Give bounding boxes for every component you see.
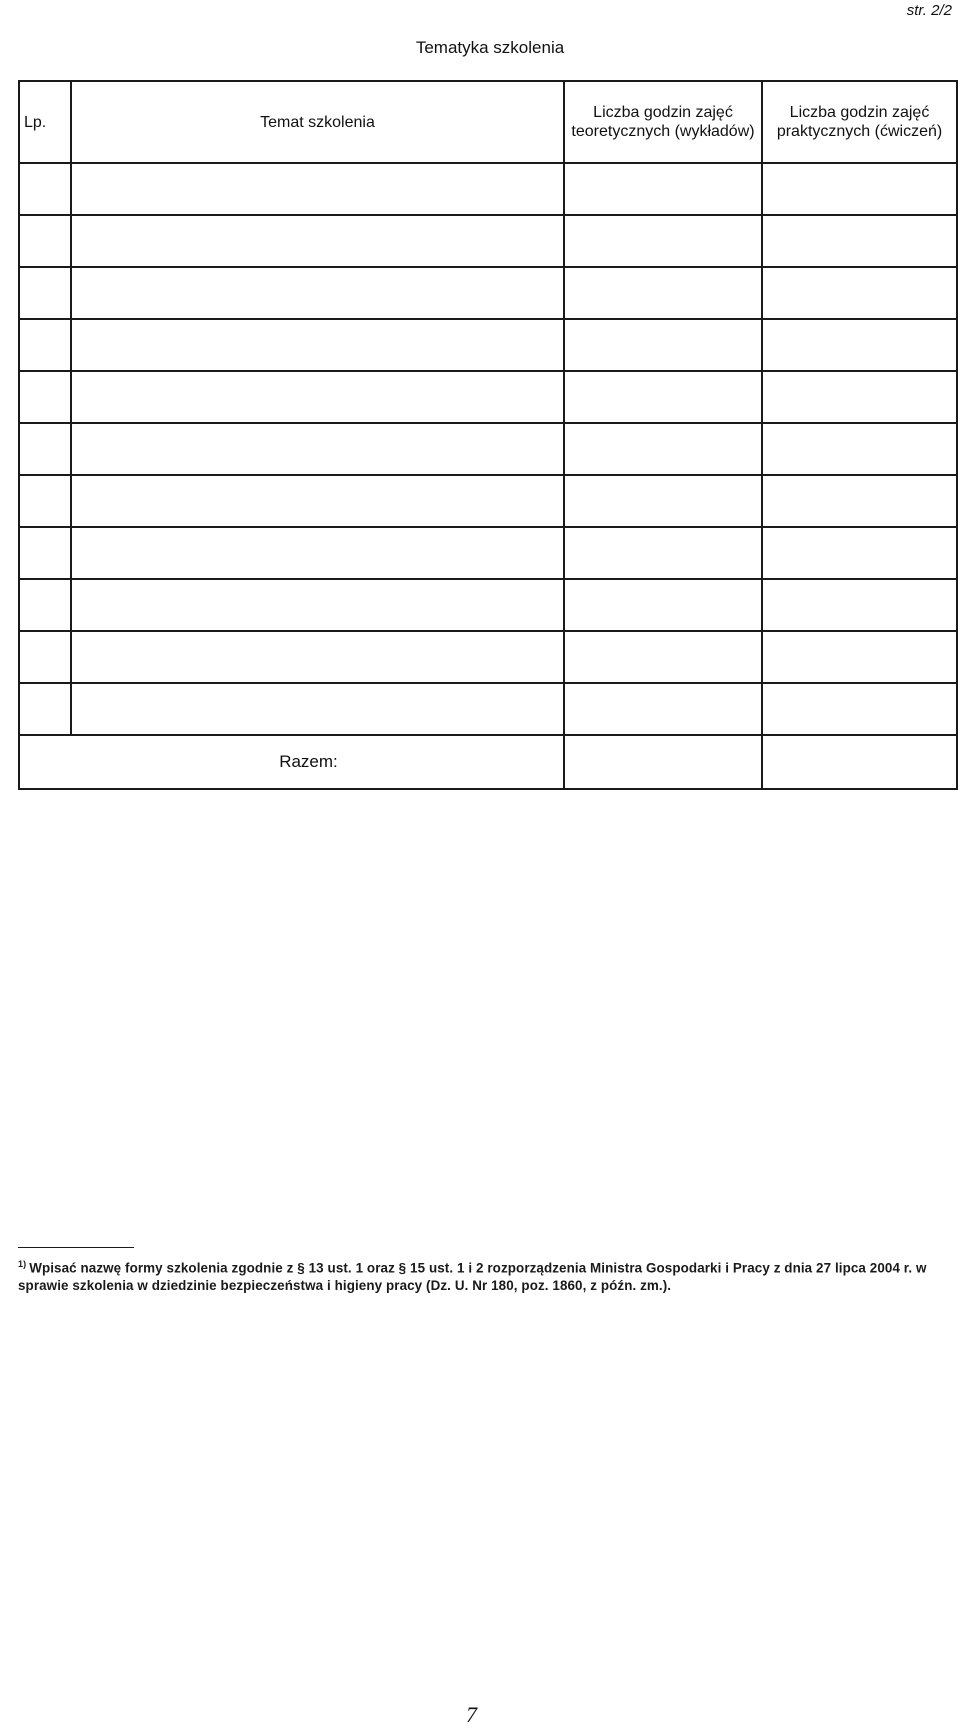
table-row	[19, 319, 957, 371]
table-row	[19, 371, 957, 423]
footnote-text: Wpisać nazwę formy szkolenia zgodnie z § 13 ust. 1 oraz § 15 ust. 1 i 2 rozporządzenia Ministra Gospodarki i Pracy z dnia 27 lipca 2004 r. w sprawie szkolenia w dziedzinie bezpieczeństwa i higieny pracy (Dz. U. Nr 180, poz. 1860, z późn. zm.).	[18, 1260, 927, 1294]
table-row	[19, 215, 957, 267]
table-row	[19, 423, 957, 475]
cell-topic[interactable]	[71, 163, 564, 215]
cell-lp[interactable]	[19, 267, 71, 319]
cell-practice-hours[interactable]	[762, 319, 957, 371]
footnote-marker: 1)	[18, 1259, 27, 1269]
cell-practice-hours[interactable]	[762, 215, 957, 267]
table-row	[19, 475, 957, 527]
cell-practice-hours[interactable]	[762, 163, 957, 215]
training-topics-table	[18, 80, 958, 790]
total-label-cell	[19, 735, 564, 789]
cell-practice-hours[interactable]	[762, 423, 957, 475]
cell-lp[interactable]	[19, 683, 71, 735]
table-row	[19, 631, 957, 683]
cell-practice-hours[interactable]	[762, 579, 957, 631]
cell-theory-hours[interactable]	[564, 475, 762, 527]
cell-topic[interactable]	[71, 267, 564, 319]
cell-topic[interactable]	[71, 631, 564, 683]
cell-topic[interactable]	[71, 319, 564, 371]
cell-practice-hours[interactable]	[762, 631, 957, 683]
total-theory-cell[interactable]	[564, 735, 762, 789]
cell-practice-hours[interactable]	[762, 475, 957, 527]
cell-topic[interactable]	[71, 371, 564, 423]
cell-lp[interactable]	[19, 319, 71, 371]
total-row	[19, 735, 957, 789]
cell-theory-hours[interactable]	[564, 163, 762, 215]
cell-lp[interactable]	[19, 371, 71, 423]
cell-theory-hours[interactable]	[564, 527, 762, 579]
header-lp: Lp.	[19, 81, 71, 163]
table-header-row	[19, 81, 957, 163]
table-row	[19, 683, 957, 735]
footnote	[18, 1255, 958, 1295]
total-label: Razem:	[279, 752, 338, 771]
cell-topic[interactable]	[71, 423, 564, 475]
cell-theory-hours[interactable]	[564, 683, 762, 735]
table-body	[19, 163, 957, 735]
total-practice-cell[interactable]	[762, 735, 957, 789]
header-topic: Temat szkolenia	[71, 81, 564, 163]
cell-topic[interactable]	[71, 683, 564, 735]
cell-lp[interactable]	[19, 163, 71, 215]
cell-topic[interactable]	[71, 215, 564, 267]
cell-lp[interactable]	[19, 475, 71, 527]
cell-theory-hours[interactable]	[564, 267, 762, 319]
page-indicator: str. 2/2	[906, 2, 952, 19]
cell-lp[interactable]	[19, 527, 71, 579]
cell-theory-hours[interactable]	[564, 215, 762, 267]
cell-lp[interactable]	[19, 631, 71, 683]
table-row	[19, 527, 957, 579]
cell-topic[interactable]	[71, 579, 564, 631]
cell-theory-hours[interactable]	[564, 371, 762, 423]
cell-practice-hours[interactable]	[762, 267, 957, 319]
footnote-divider	[18, 1247, 134, 1248]
cell-practice-hours[interactable]	[762, 527, 957, 579]
cell-lp[interactable]	[19, 579, 71, 631]
cell-theory-hours[interactable]	[564, 631, 762, 683]
table-row	[19, 163, 957, 215]
cell-lp[interactable]	[19, 423, 71, 475]
header-practice-hours: Liczba godzin zajęć praktycznych (ćwiczeń)	[762, 81, 957, 163]
cell-practice-hours[interactable]	[762, 683, 957, 735]
cell-topic[interactable]	[71, 475, 564, 527]
header-theory-hours: Liczba godzin zajęć teoretycznych (wykładów)	[564, 81, 762, 163]
section-title: Tematyka szkolenia	[415, 38, 565, 57]
cell-topic[interactable]	[71, 527, 564, 579]
cell-theory-hours[interactable]	[564, 579, 762, 631]
cell-theory-hours[interactable]	[564, 319, 762, 371]
table-row	[19, 579, 957, 631]
cell-practice-hours[interactable]	[762, 371, 957, 423]
cell-lp[interactable]	[19, 215, 71, 267]
table-row	[19, 267, 957, 319]
page-number: 7	[466, 1702, 477, 1727]
cell-theory-hours[interactable]	[564, 423, 762, 475]
